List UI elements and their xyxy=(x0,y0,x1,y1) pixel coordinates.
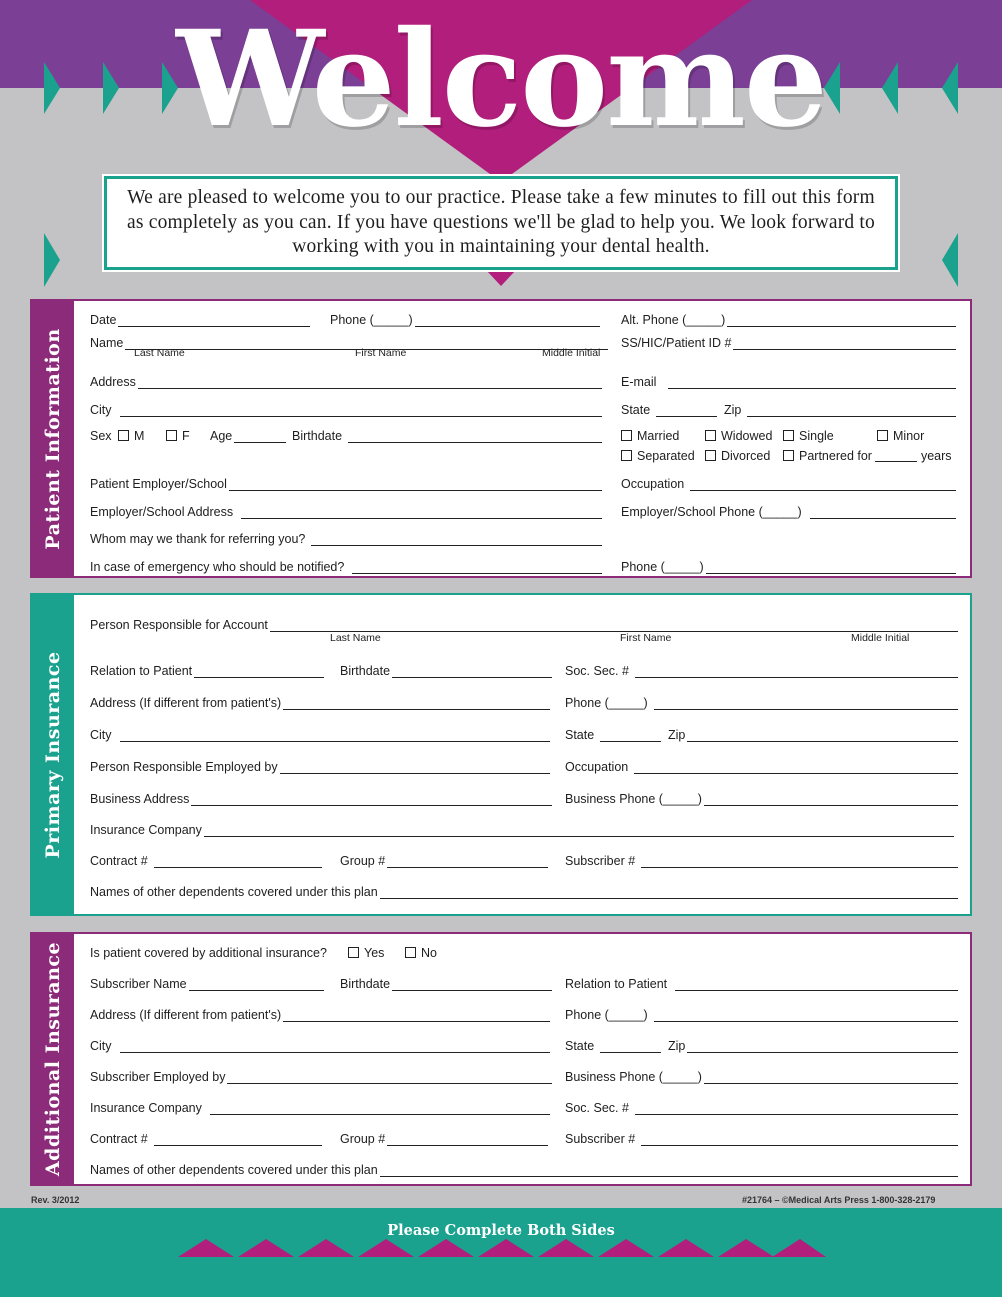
address-field[interactable] xyxy=(90,1006,550,1022)
field-label: Group # xyxy=(340,854,386,868)
option-label: Divorced xyxy=(721,449,771,463)
field-label: Names of other dependents covered under this plan xyxy=(90,885,378,899)
intro-box xyxy=(104,176,898,270)
date-field[interactable] xyxy=(90,311,310,327)
option-label: F xyxy=(182,429,190,443)
field-label: Date xyxy=(90,313,117,327)
birthdate-field[interactable] xyxy=(340,662,552,678)
field-label: Insurance Company xyxy=(90,1101,202,1115)
divorced-checkbox[interactable] xyxy=(705,449,770,463)
field-label: Alt. Phone (_____) xyxy=(621,313,726,327)
relation-field[interactable] xyxy=(565,975,958,991)
additional-insurance-tab xyxy=(32,934,74,1184)
field-label: Names of other dependents covered under this plan xyxy=(90,1163,378,1177)
field-label: Address (If different from patient's) xyxy=(90,696,282,710)
group-field[interactable] xyxy=(340,1130,548,1146)
occupation-field[interactable] xyxy=(565,758,958,774)
field-label: Employer/School Phone (_____) xyxy=(621,505,802,519)
option-label: Partnered for xyxy=(799,449,872,463)
contract-field[interactable] xyxy=(90,852,322,868)
covered-no-checkbox[interactable] xyxy=(405,946,437,960)
employed-by-field[interactable] xyxy=(90,1068,552,1084)
field-label: Soc. Sec. # xyxy=(565,1101,629,1115)
phone-field[interactable] xyxy=(330,311,600,327)
birthdate-field[interactable] xyxy=(340,975,552,991)
sex-m-checkbox[interactable] xyxy=(118,429,144,443)
field-label: Business Phone (_____) xyxy=(565,792,702,806)
zip-field[interactable] xyxy=(668,1037,958,1053)
field-label: Zip xyxy=(668,728,686,742)
subscriber-name-field[interactable] xyxy=(90,975,324,991)
city-field[interactable] xyxy=(90,401,602,417)
field-label: Insurance Company xyxy=(90,823,202,837)
covered-yes-checkbox[interactable] xyxy=(348,946,384,960)
dependents-field[interactable] xyxy=(90,883,958,899)
field-label: Person Responsible for Account xyxy=(90,618,268,632)
complete-both-sides-text: Please Complete Both Sides xyxy=(387,1222,615,1239)
age-field[interactable] xyxy=(210,427,286,443)
state-field[interactable] xyxy=(565,1037,661,1053)
field-label: Contract # xyxy=(90,854,148,868)
field-label: City xyxy=(90,728,112,742)
field-label: Group # xyxy=(340,1132,386,1146)
footer-triangles xyxy=(0,1236,1002,1260)
phone-field[interactable] xyxy=(565,1006,958,1022)
employer-phone-field[interactable] xyxy=(621,503,956,519)
tab-label: Additional Insurance xyxy=(42,941,64,1177)
field-label: In case of emergency who should be notified? xyxy=(90,560,345,574)
field-label: Subscriber # xyxy=(565,1132,636,1146)
intro-text: We are pleased to welcome you to our practice. Please take a few minutes to fill out this form as completely as you can. If you have questions we'll be glad to help you. We look forward to working with you in maintaining your dental health. xyxy=(127,187,876,258)
employer-field[interactable] xyxy=(90,475,602,491)
responsible-person-field[interactable] xyxy=(90,616,958,632)
email-field[interactable] xyxy=(621,373,956,389)
partnered-years-blank[interactable] xyxy=(875,450,917,462)
field-label: Employer/School Address xyxy=(90,505,234,519)
last-name-caption: Last Name xyxy=(134,347,185,359)
first-name-caption: First Name xyxy=(355,347,407,359)
city-field[interactable] xyxy=(90,726,550,742)
last-name-caption: Last Name xyxy=(330,632,381,644)
employer-address-field[interactable] xyxy=(90,503,602,519)
state-field[interactable] xyxy=(565,726,661,742)
option-label: Yes xyxy=(364,946,385,960)
address-field[interactable] xyxy=(90,373,602,389)
field-label: Subscriber Name xyxy=(90,977,187,991)
field-label: Relation to Patient xyxy=(565,977,668,991)
married-checkbox[interactable] xyxy=(621,429,679,443)
tab-label: Patient Information xyxy=(42,327,64,550)
revision-note: Rev. 3/2012 xyxy=(31,1195,80,1205)
contract-field[interactable] xyxy=(90,1130,322,1146)
field-label: Occupation xyxy=(621,477,685,491)
field-label: Business Address xyxy=(90,792,190,806)
group-field[interactable] xyxy=(340,852,548,868)
additional-insurance-section xyxy=(30,932,972,1186)
partnered-checkbox[interactable] xyxy=(783,449,952,463)
field-label: Occupation xyxy=(565,760,629,774)
dependents-field[interactable] xyxy=(90,1161,958,1177)
field-label: Patient Employer/School xyxy=(90,477,227,491)
covered-question: Is patient covered by additional insurance? xyxy=(90,946,327,960)
referral-field[interactable] xyxy=(90,530,602,546)
state-field[interactable] xyxy=(621,401,717,417)
soc-sec-field[interactable] xyxy=(565,662,958,678)
field-label: Business Phone (_____) xyxy=(565,1070,702,1084)
sex-label: Sex xyxy=(90,429,112,443)
single-checkbox[interactable] xyxy=(783,429,834,443)
option-label: years xyxy=(920,449,952,463)
first-name-caption: First Name xyxy=(620,632,672,644)
field-label: Whom may we thank for referring you? xyxy=(90,532,306,546)
field-label: City xyxy=(90,1039,112,1053)
business-phone-field[interactable] xyxy=(565,790,958,806)
option-label: No xyxy=(421,946,437,960)
alt-phone-field[interactable] xyxy=(621,311,956,327)
field-label: Subscriber # xyxy=(565,854,636,868)
emergency-contact-field[interactable] xyxy=(90,558,602,574)
zip-field[interactable] xyxy=(724,401,956,417)
field-label: Phone (_____) xyxy=(565,696,648,710)
business-phone-field[interactable] xyxy=(565,1068,958,1084)
business-address-field[interactable] xyxy=(90,790,552,806)
occupation-field[interactable] xyxy=(621,475,956,491)
insurance-company-field[interactable] xyxy=(90,1099,550,1115)
city-field[interactable] xyxy=(90,1037,550,1053)
phone-field[interactable] xyxy=(565,694,958,710)
field-label: Name xyxy=(90,336,124,350)
field-label: Zip xyxy=(724,403,742,417)
field-label: Address xyxy=(90,375,136,389)
option-label: M xyxy=(134,429,145,443)
address-field[interactable] xyxy=(90,694,550,710)
middle-initial-caption: Middle Initial xyxy=(542,347,601,359)
option-label: Married xyxy=(637,429,680,443)
option-label: Single xyxy=(799,429,834,443)
field-label: Contract # xyxy=(90,1132,148,1146)
field-label: Phone (_____) xyxy=(565,1008,648,1022)
field-label: Zip xyxy=(668,1039,686,1053)
field-label: Subscriber Employed by xyxy=(90,1070,226,1084)
field-label: Phone (_____) xyxy=(330,313,413,327)
middle-initial-caption: Middle Initial xyxy=(851,632,910,644)
field-label: Relation to Patient xyxy=(90,664,193,678)
field-label: State xyxy=(565,1039,595,1053)
birthdate-field[interactable] xyxy=(292,427,602,443)
soc-sec-field[interactable] xyxy=(565,1099,958,1115)
option-label: Minor xyxy=(893,429,925,443)
zip-field[interactable] xyxy=(668,726,958,742)
field-label: Birthdate xyxy=(340,977,391,991)
field-label: E-mail xyxy=(621,375,657,389)
option-label: Widowed xyxy=(721,429,773,443)
option-label: Separated xyxy=(637,449,695,463)
widowed-checkbox[interactable] xyxy=(705,429,772,443)
subscriber-field[interactable] xyxy=(565,852,958,868)
field-label: Address (If different from patient's) xyxy=(90,1008,282,1022)
field-label: State xyxy=(621,403,651,417)
sex-f-checkbox[interactable] xyxy=(166,429,190,443)
tab-label: Primary Insurance xyxy=(42,650,64,859)
field-label: SS/HIC/Patient ID # xyxy=(621,336,732,350)
field-label: Birthdate xyxy=(340,664,391,678)
field-label: City xyxy=(90,403,112,417)
patient-information-section xyxy=(30,299,972,578)
field-label: Person Responsible Employed by xyxy=(90,760,278,774)
employed-by-field[interactable] xyxy=(90,758,550,774)
primary-insurance-tab xyxy=(32,595,74,914)
field-label: State xyxy=(565,728,595,742)
welcome-title: Welcome xyxy=(176,2,826,157)
primary-insurance-section xyxy=(30,593,972,916)
field-label: Soc. Sec. # xyxy=(565,664,629,678)
emergency-phone-field[interactable] xyxy=(621,558,956,574)
separated-checkbox[interactable] xyxy=(621,449,695,463)
ss-id-field[interactable] xyxy=(621,334,956,350)
field-label: Birthdate xyxy=(292,429,343,443)
patient-information-tab xyxy=(32,301,74,576)
minor-checkbox[interactable] xyxy=(877,429,924,443)
copyright-note: #21764 – ©Medical Arts Press 1-800-328-2179 xyxy=(742,1195,936,1205)
pointer-triangle xyxy=(486,270,516,286)
field-label: Age xyxy=(210,429,233,443)
relation-field[interactable] xyxy=(90,662,324,678)
insurance-company-field[interactable] xyxy=(90,821,954,837)
field-label: Phone (_____) xyxy=(621,560,704,574)
subscriber-field[interactable] xyxy=(565,1130,958,1146)
